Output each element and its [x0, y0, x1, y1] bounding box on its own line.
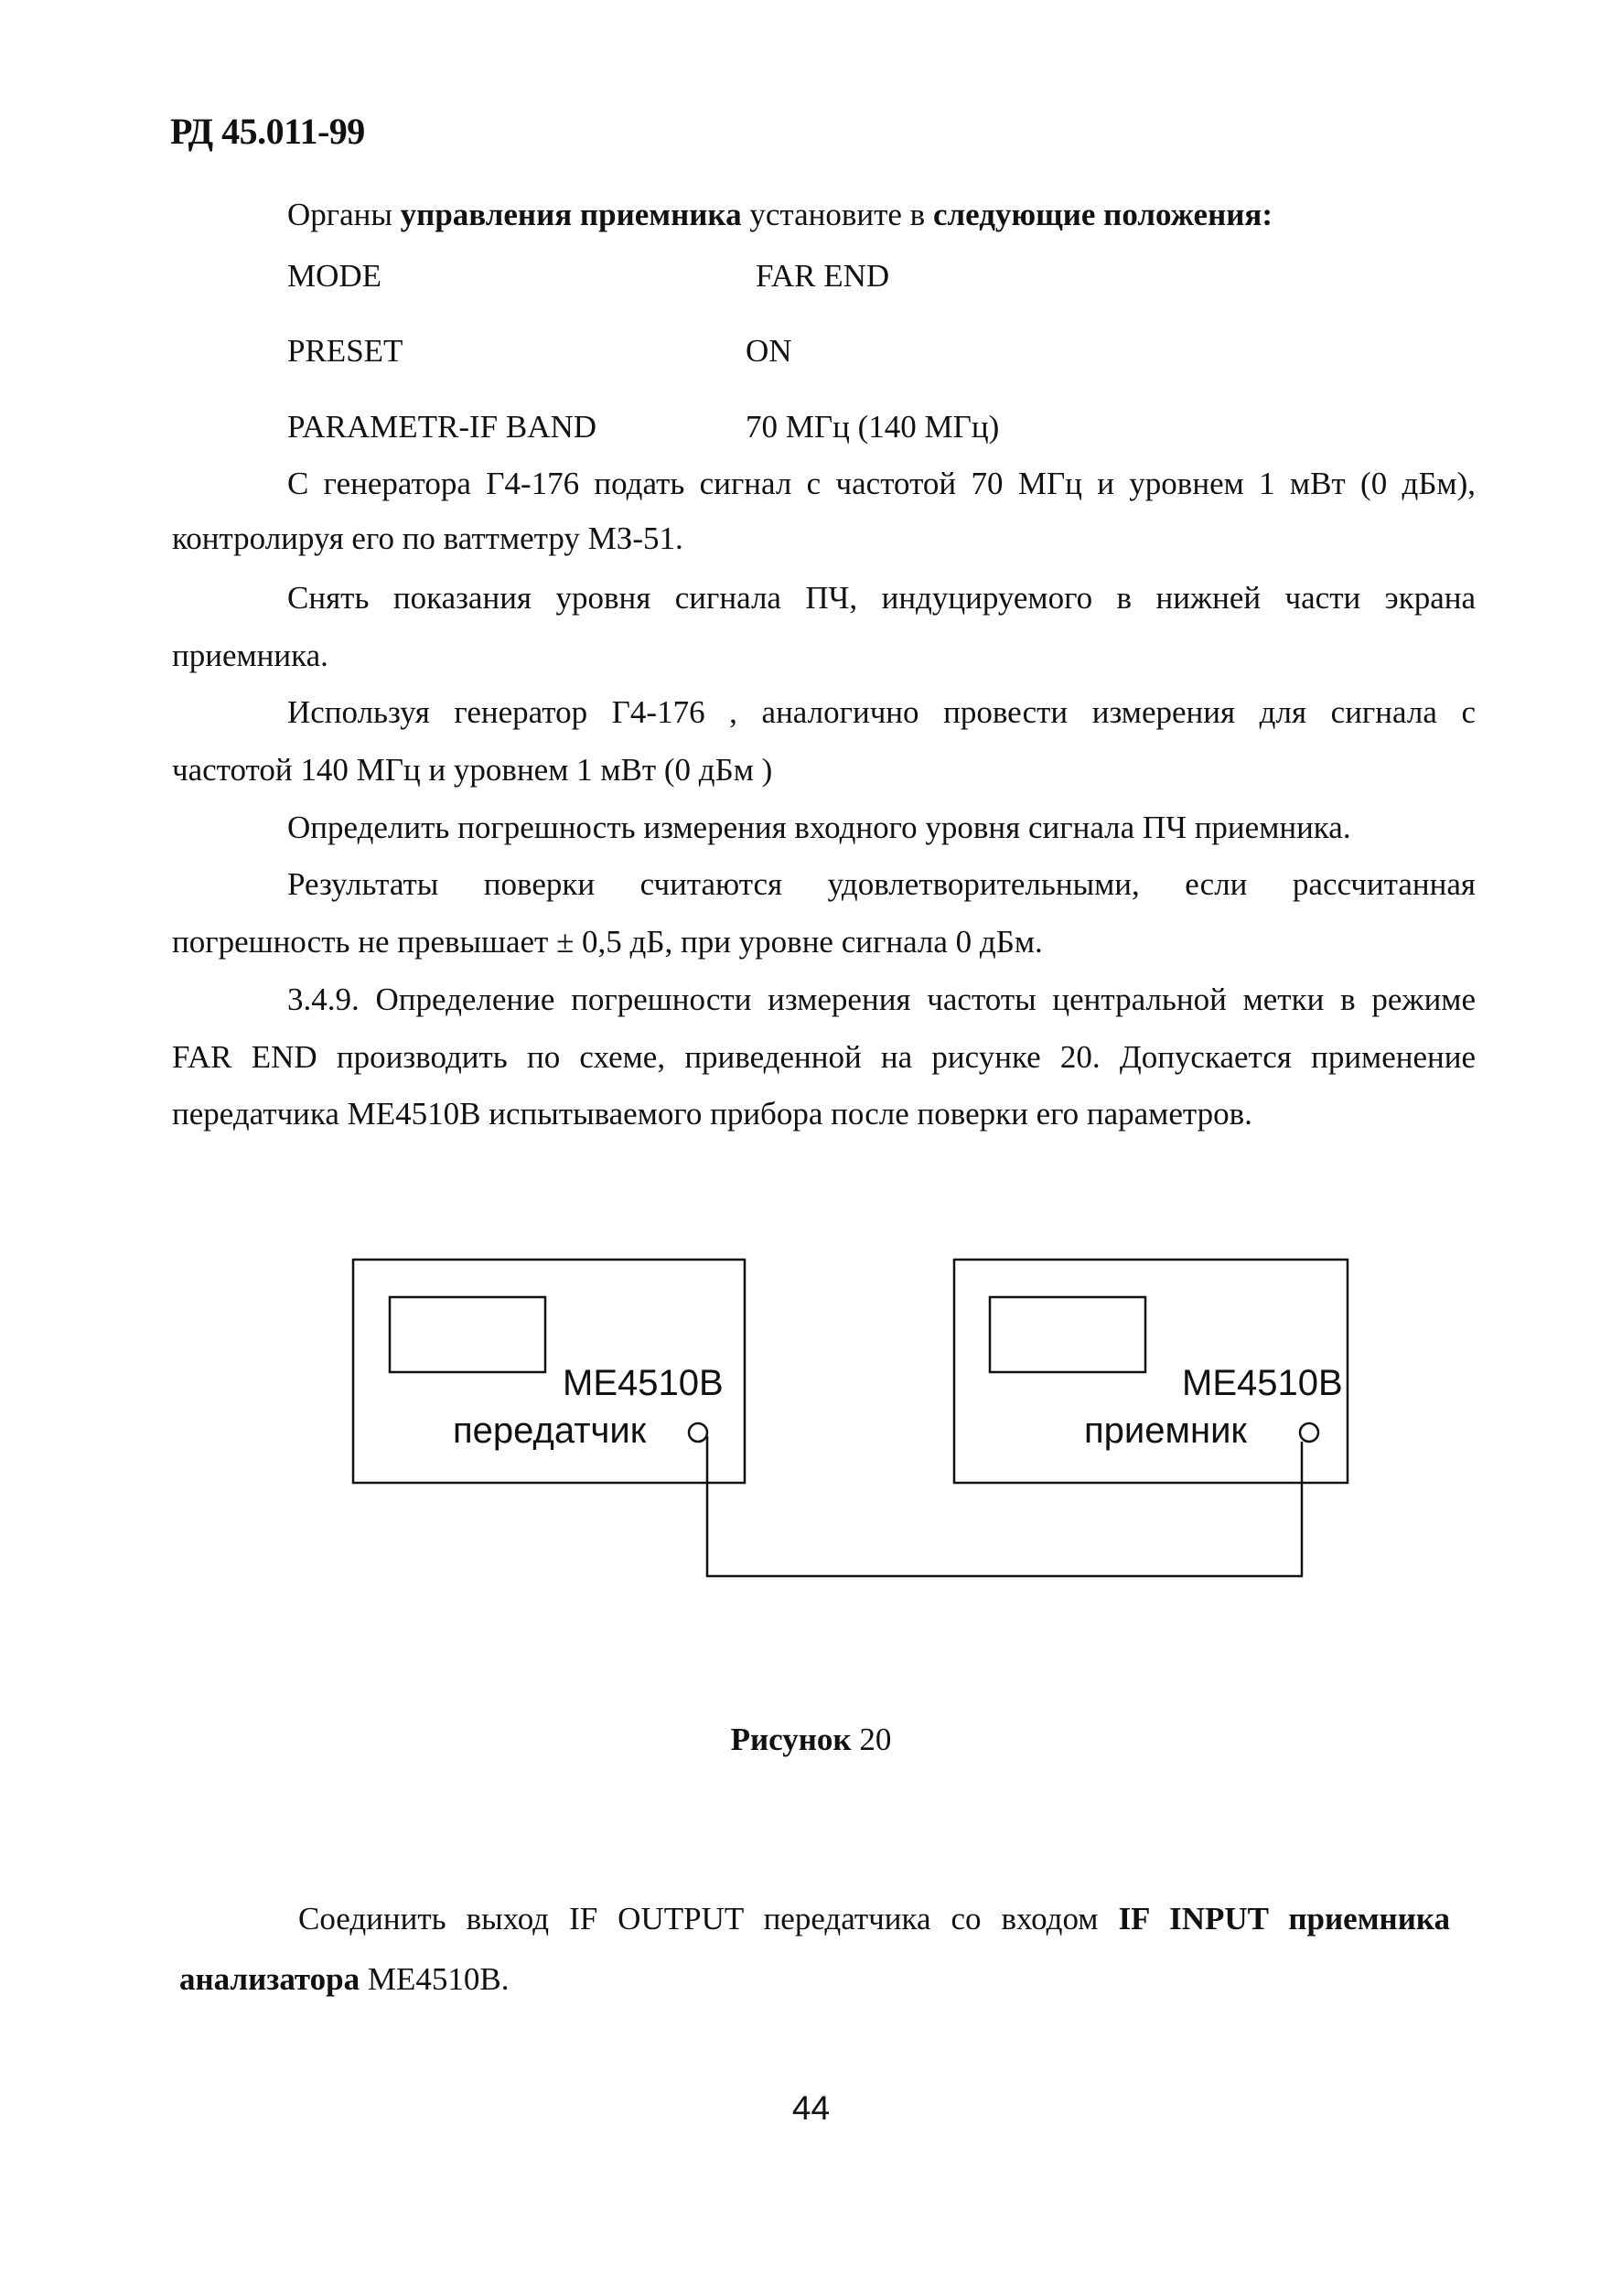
setting-label-preset: PRESET	[287, 333, 403, 369]
intro-lead: Органы	[287, 197, 401, 232]
closing-line-2-text: МЕ4510В.	[360, 1961, 510, 1997]
closing-line-1-text: Соединить выход IF OUTPUT передатчика со входом	[298, 1901, 1119, 1937]
figure-caption	[0, 1722, 1622, 1758]
paragraph-6-line-1: 3.4.9. Определение погрешности измерения частоты центральной метки в режиме	[287, 982, 1476, 1017]
closing-line-1	[298, 1890, 1450, 1947]
transmitter-if-output-port-icon	[689, 1423, 707, 1442]
setting-value-preset: ON	[746, 333, 792, 369]
figure-caption-word: Рисунок	[730, 1722, 852, 1757]
connection-diagram	[348, 1253, 1363, 1601]
paragraph-4-line-1: Определить погрешность измерения входного уровня сигнала ПЧ приемника.	[287, 810, 1351, 845]
paragraph-1-line-1: С генератора Г4-176 подать сигнал с частотой 70 МГц и уровнем 1 мВт (0 дБм),	[287, 466, 1476, 501]
intro-tail-bold: следующие положения:	[932, 197, 1273, 232]
intro-lead-bold: управления приемника	[400, 197, 742, 232]
paragraph-2-line-1: Снять показания уровня сигнала ПЧ, индуцируемого в нижней части экрана	[287, 580, 1476, 616]
if-cable-line	[707, 1436, 1302, 1576]
transmitter-role-label: передатчик	[453, 1411, 647, 1451]
intro-line	[287, 186, 1273, 243]
receiver-display-icon	[990, 1297, 1145, 1372]
setting-value-if-band: 70 МГц (140 МГц)	[746, 409, 1000, 445]
document-code: РД 45.011-99	[170, 111, 365, 152]
paragraph-6-line-3: передатчика МЕ4510В испытываемого прибора после поверки его параметров.	[172, 1096, 1252, 1132]
intro-mid: установите в	[741, 197, 933, 232]
receiver-if-input-port-icon	[1300, 1423, 1318, 1442]
paragraph-3-line-2: частотой 140 МГц и уровнем 1 мВт (0 дБм )	[172, 752, 773, 788]
receiver-model-label: МЕ4510В	[1182, 1363, 1343, 1403]
closing-line-2	[179, 1950, 510, 2008]
paragraph-2-line-2: приемника.	[172, 638, 328, 673]
transmitter-model-label: МЕ4510В	[563, 1363, 724, 1403]
setting-value-mode: FAR END	[756, 258, 890, 294]
paragraph-5-line-2: погрешность не превышает ± 0,5 дБ, при уровне сигнала 0 дБм.	[172, 924, 1043, 960]
paragraph-1-line-2: контролируя его по ваттметру МЗ-51.	[172, 520, 683, 556]
closing-line-1-bold: IF INPUT приемника	[1118, 1901, 1451, 1937]
page-number: 44	[791, 2089, 831, 2127]
closing-line-2-bold: анализатора	[179, 1961, 360, 1997]
transmitter-display-icon	[390, 1297, 545, 1372]
paragraph-6-line-2: FAR END производить по схеме, приведенной на рисунке 20. Допускается применение	[172, 1039, 1476, 1075]
receiver-role-label: приемник	[1084, 1411, 1247, 1451]
setting-label-mode: MODE	[287, 258, 382, 294]
setting-label-if-band: PARAMETR-IF BAND	[287, 409, 597, 445]
paragraph-5-line-1: Результаты поверки считаются удовлетворительными, если рассчитанная	[287, 866, 1476, 902]
figure-caption-number: 20	[851, 1722, 892, 1757]
paragraph-3-line-1: Используя генератор Г4-176 , аналогично провести измерения для сигнала с	[287, 694, 1476, 730]
